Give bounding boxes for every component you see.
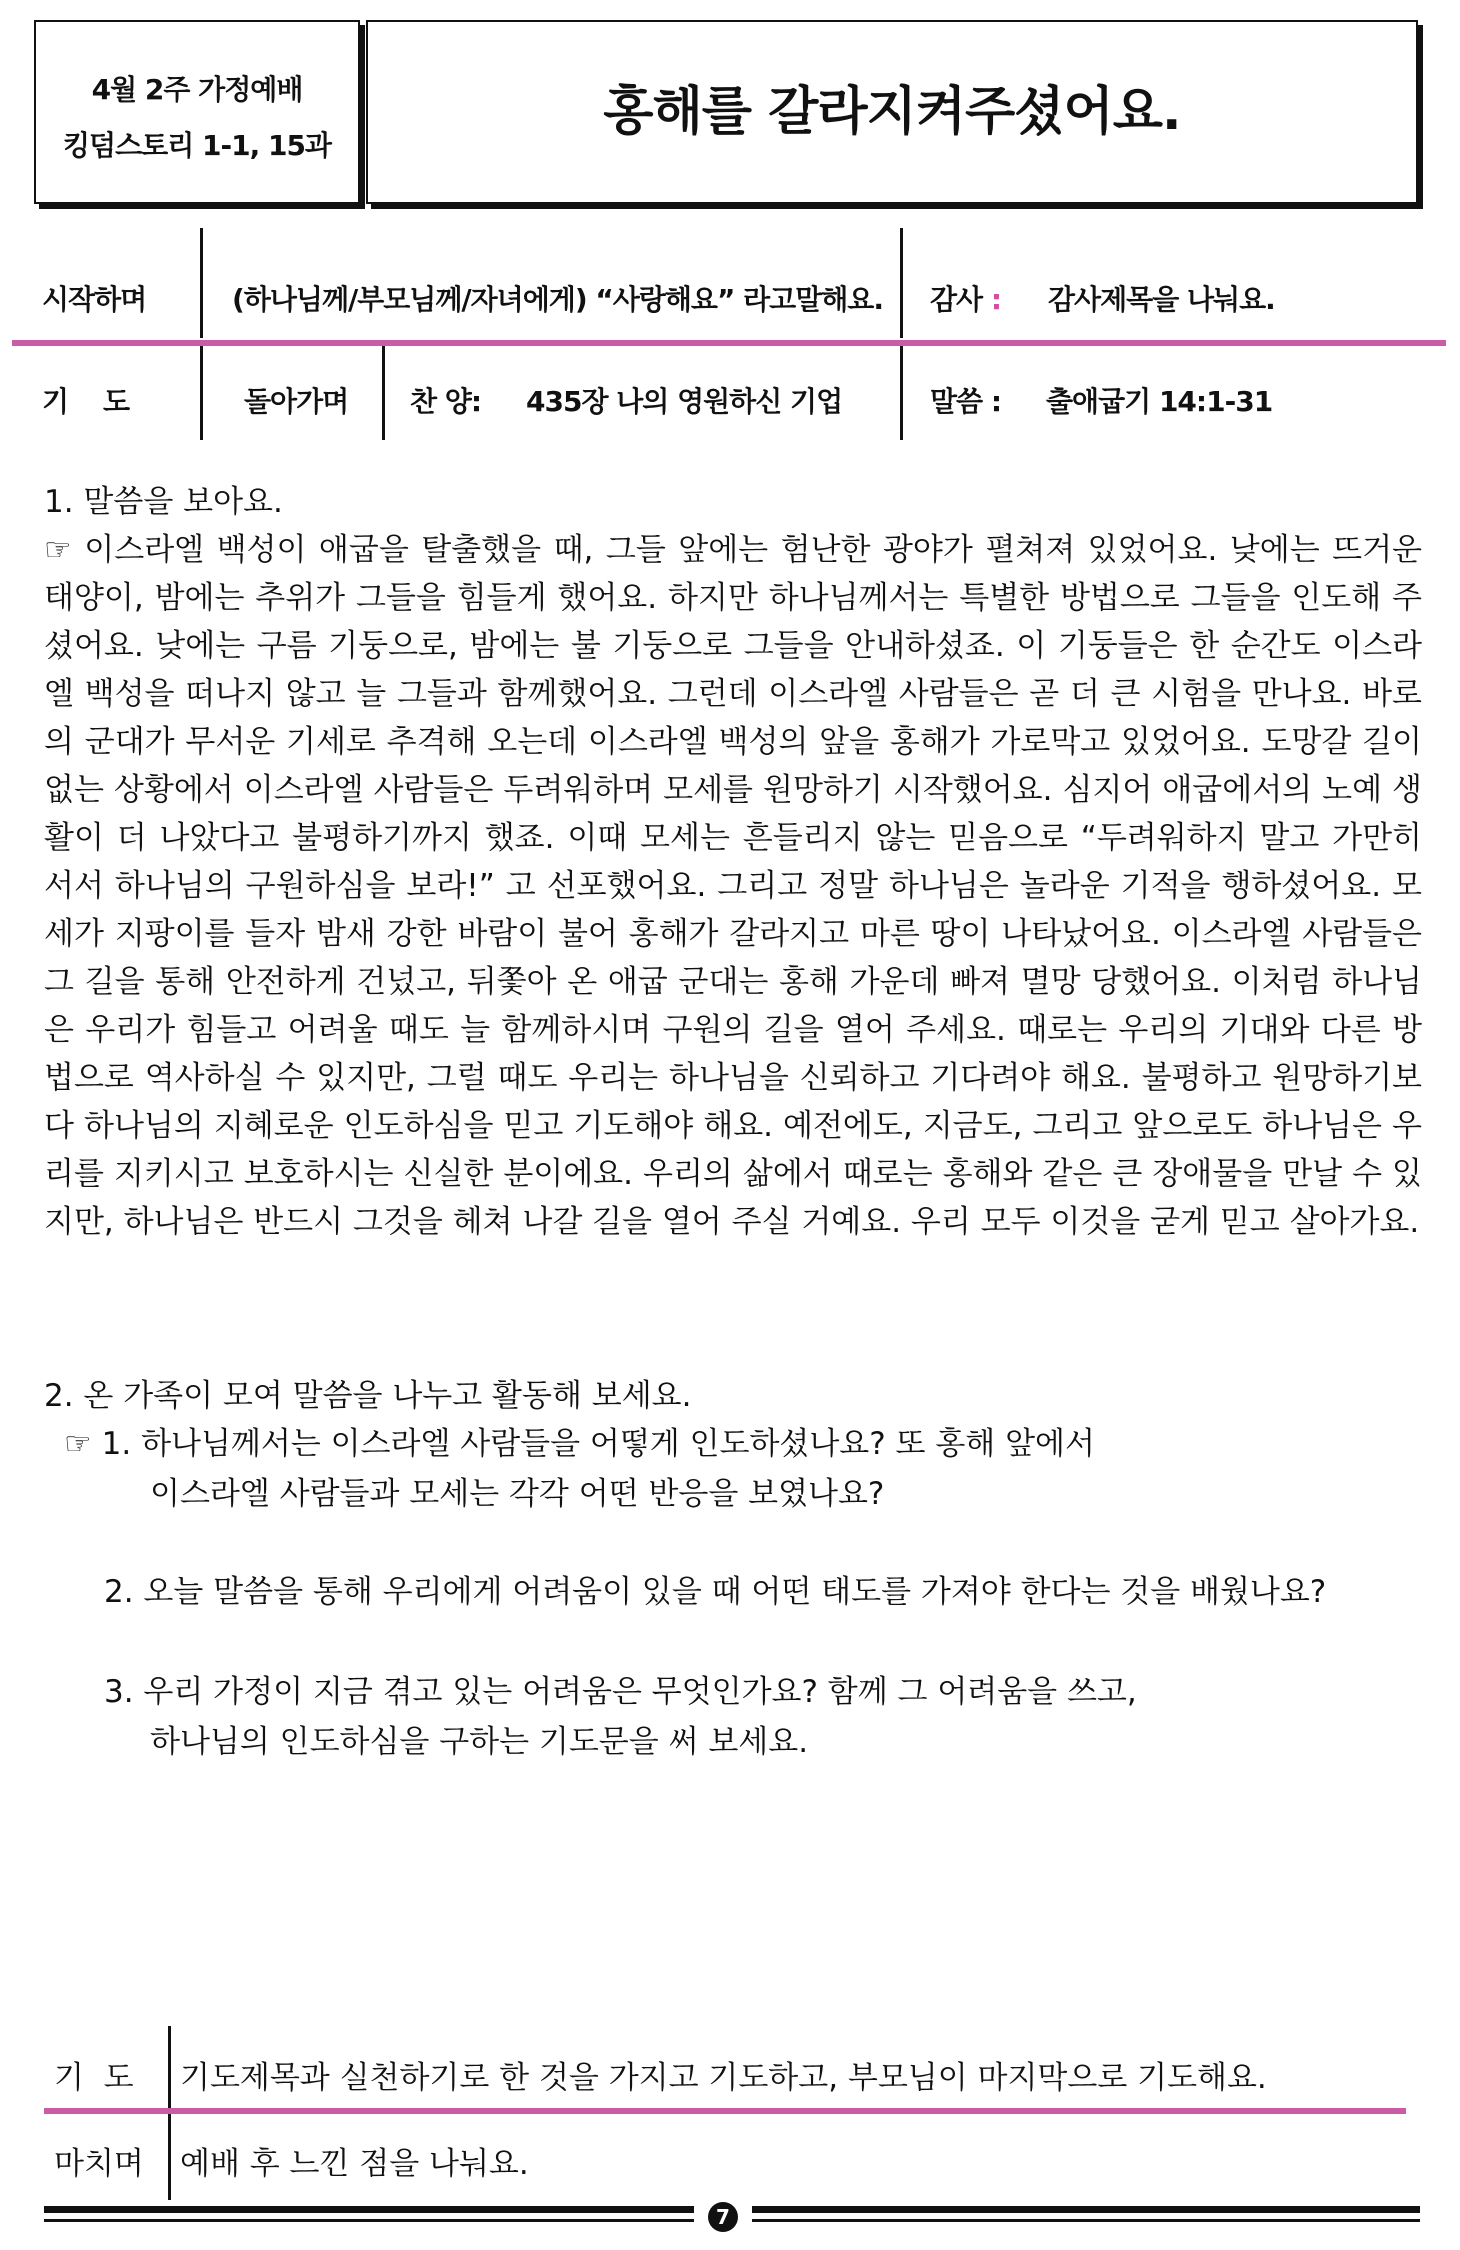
pink-divider	[44, 2108, 1406, 2114]
thanks-text: 감사제목을 나눠요.	[1048, 283, 1275, 316]
table-divider	[200, 228, 203, 338]
footer-divider	[168, 2026, 171, 2110]
footer-rule	[752, 2206, 1420, 2213]
start-label: 시작하며	[42, 283, 147, 316]
start-text: (하나님께/부모님께/자녀에게) “사랑해요” 라고말해요.	[232, 283, 883, 316]
footer-rule	[44, 2219, 694, 2222]
prayer-text: 돌아가며	[244, 385, 349, 418]
week-label: 4월 2주 가정예배	[91, 73, 303, 106]
table-divider	[200, 346, 203, 440]
footer-divider	[168, 2114, 171, 2200]
table-divider	[900, 346, 903, 440]
hymn-text: 435장 나의 영원하신 기업	[526, 385, 843, 418]
section-scripture	[44, 478, 1422, 1246]
hymn-label: 찬 양:	[410, 385, 482, 418]
question-2: 2. 오늘 말씀을 통해 우리에게 어려움이 있을 때 어떤 태도를 가져야 한다는 것을 배웠나요?	[104, 1574, 1327, 1610]
question-1-line2: 이스라엘 사람들과 모세는 각각 어떤 반응을 보였나요?	[150, 1476, 885, 1512]
section2-heading: 2. 온 가족이 모여 말씀을 나누고 활동해 보세요.	[44, 1378, 692, 1414]
footer-closing-label: 마치며	[54, 2146, 144, 2182]
question-3-line2: 하나님의 인도하심을 구하는 기도문을 써 보세요.	[150, 1724, 809, 1760]
thanks-label	[930, 278, 1001, 318]
footer-closing-text: 예배 후 느낀 점을 나눠요.	[180, 2146, 529, 2182]
page-number: 7	[708, 2202, 738, 2232]
footer-prayer-text: 기도제목과 실천하기로 한 것을 가지고 기도하고, 부모님이 마지막으로 기도해요.	[180, 2060, 1267, 2096]
footer-rule	[752, 2219, 1420, 2222]
question-3-line1: 3. 우리 가정이 지금 겪고 있는 어려움은 무엇인가요? 함께 그 어려움을 쓰고,	[104, 1674, 1137, 1710]
word-text: 출애굽기 14:1-31	[1046, 385, 1273, 418]
lesson-info-box	[34, 20, 360, 204]
word-label: 말씀 :	[930, 385, 1002, 418]
section1-heading: 1. 말씀을 보아요.	[44, 484, 283, 520]
prayer-label: 기 도	[42, 385, 130, 418]
series-label: 킹덤스토리 1-1, 15과	[63, 129, 331, 162]
pink-divider	[12, 340, 1446, 346]
footer-rule	[44, 2206, 694, 2213]
section1-body: ☞ 이스라엘 백성이 애굽을 탈출했을 때, 그들 앞에는 험난한 광야가 펼쳐져 있었어요. 낮에는 뜨거운 태양이, 밤에는 추위가 그들을 힘들게 했어요. 하지만 하나님께서는 특별한 방법으로 그들을 인도해 주셨어요. 낮에는 구름 기둥으로, 밤에는 불 기둥으로 그들을 안내하셨죠. 이 기둥들은 한 순간도 이스라엘 백성을 떠나지 않고 늘 그들과 함께했어요. 그런데 이스라엘 사람들은 곧 더 큰 시험을 만나요. 바로의 군대가 무서운 기세로 추격해 오는데 이스라엘 백성의 앞을 홍해가 가로막고 있었어요. 도망갈 길이 없는 상황에서 이스라엘 사람들은 두려워하며 모세를 원망하기 시작했어요. 심지어 애굽에서의 노예 생활이 더 나았다고 불평하기까지 했죠. 이때 모세는 흔들리지 않는 믿음으로 “두려워하지 말고 가만히 서서 하나님의 구원하심을 보라!” 고 선포했어요. 그리고 정말 하나님은 놀라운 기적을 행하셨어요. 모세가 지팡이를 들자 밤새 강한 바람이 불어 홍해가 갈라지고 마른 땅이 나타났어요. 이스라엘 사람들은 그 길을 통해 안전하게 건넜고, 뒤쫓아 온 애굽 군대는 홍해 가운데 빠져 멸망 당했어요. 이처럼 하나님은 우리가 힘들고 어려울 때도 늘 함께하시며 구원의 길을 열어 주세요. 때로는 우리의 기대와 다른 방법으로 역사하실 수 있지만, 그럴 때도 우리는 하나님을 신뢰하고 기다려야 해요. 불평하고 원망하기보다 하나님의 지혜로운 인도하심을 믿고 기도해야 해요. 예전에도, 지금도, 그리고 앞으로도 하나님은 우리를 지키시고 보호하시는 신실한 분이에요. 우리의 삶에서 때로는 홍해와 같은 큰 장애물을 만날 수 있지만, 하나님은 반드시 그것을 헤쳐 나갈 길을 열어 주실 거예요. 우리 모두 이것을 굳게 믿고 살아가요.	[44, 532, 1422, 1240]
table-divider	[382, 346, 385, 440]
thanks-label-text: 감사	[930, 283, 983, 316]
page-title: 홍해를 갈라지켜주셨어요.	[603, 82, 1181, 142]
thanks-colon: :	[990, 283, 1002, 316]
table-divider	[900, 228, 903, 338]
title-box	[366, 20, 1418, 204]
question-1-line1: ☞ 1. 하나님께서는 이스라엘 사람들을 어떻게 인도하셨나요? 또 홍해 앞에서	[64, 1426, 1095, 1462]
footer-prayer-label: 기 도	[54, 2060, 134, 2096]
